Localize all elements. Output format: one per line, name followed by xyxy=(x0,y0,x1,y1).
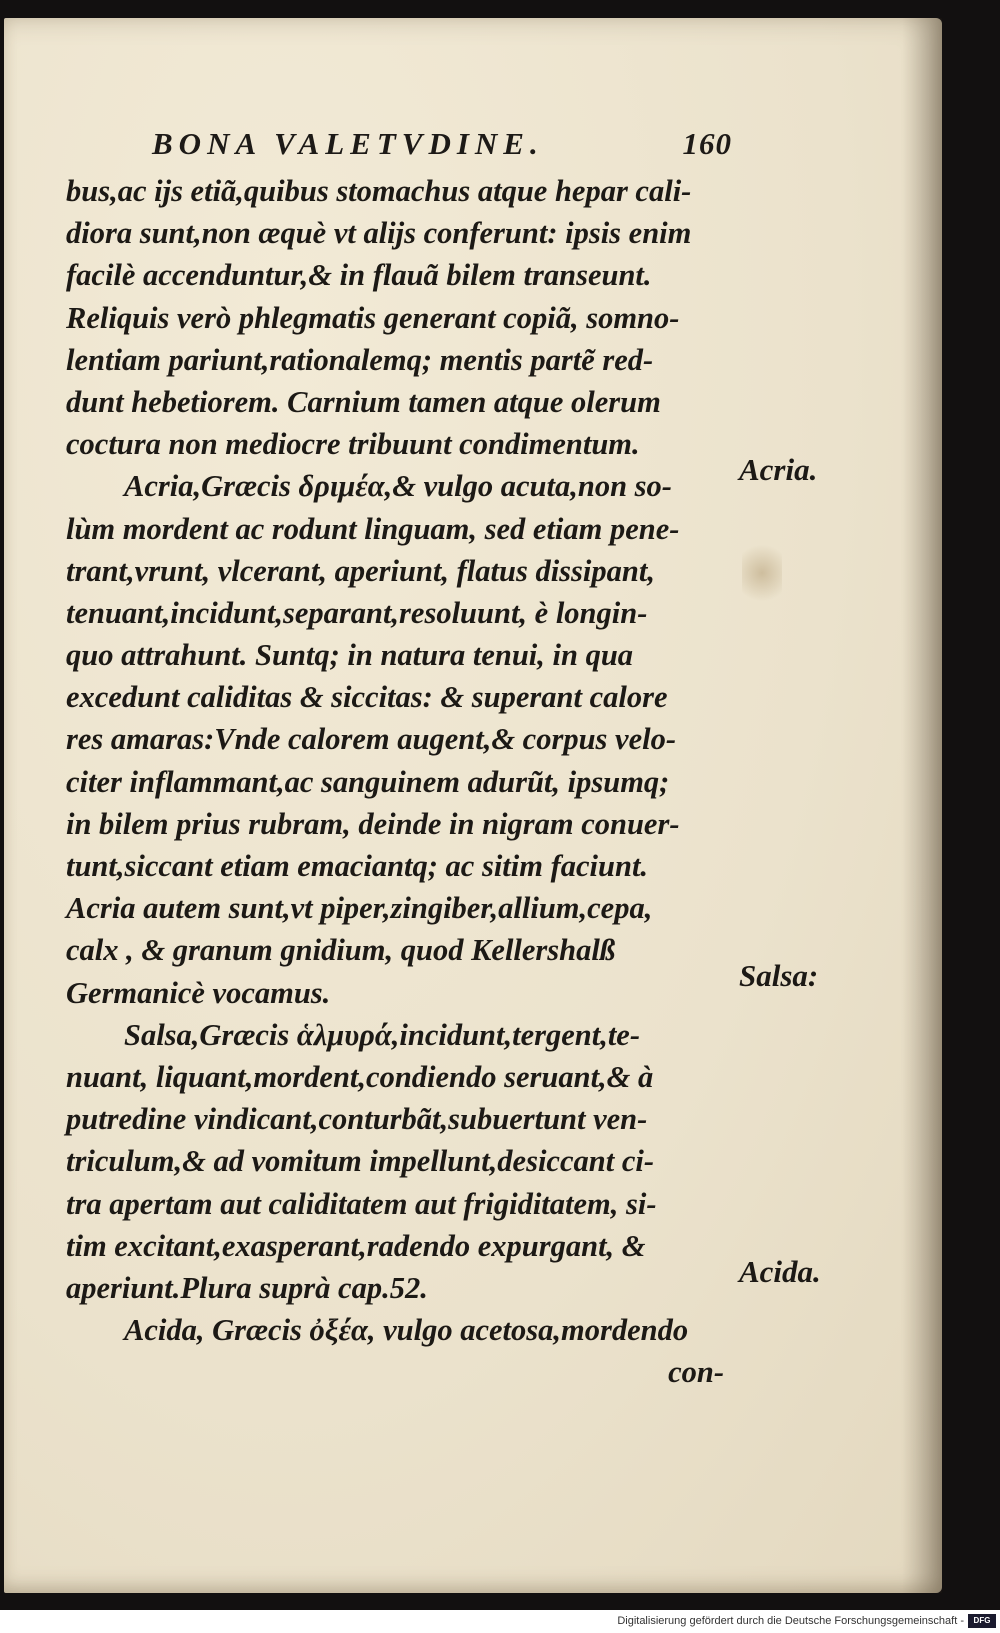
digitization-footer xyxy=(0,1610,1000,1633)
text-line: tunt,siccant etiam emaciantq; ac sitim faciunt. xyxy=(66,849,649,883)
text-line-acria: Acria,Græcis δριμέα,& vulgo acuta,non so- xyxy=(124,469,672,504)
ink-smudge xyxy=(742,538,782,608)
text-line: coctura non mediocre tribuunt condimentum. xyxy=(66,427,640,462)
footer-credit: Digitalisierung gefördert durch die Deutsche Forschungsgemeinschaft - xyxy=(617,1615,964,1627)
text-line: diora sunt,non æquè vt aliјs conferunt: ipsis enim xyxy=(66,216,692,251)
text-line: putredine vindicant,conturbãt,subuertunt ven- xyxy=(66,1102,648,1137)
dfg-logo: DFG xyxy=(968,1614,996,1628)
text-line: lentiam pariunt,rationalemq; mentis partẽ red- xyxy=(66,342,654,377)
text-line-acida: Acida, Græcis ὀξέα, vulgo acetosa,mordendo xyxy=(124,1313,689,1348)
text-line: trant,vrunt, vlcerant, aperiunt, flatus dissipant, xyxy=(66,553,655,588)
text-line: Reliquis verò phlegmatis generant copiã, somno- xyxy=(66,300,680,335)
text-line: tra apertam aut caliditatem aut frigiditatem, si- xyxy=(66,1186,657,1221)
running-title: BONA VALETVDINE. xyxy=(152,126,544,161)
catchword: con- xyxy=(668,1355,724,1390)
margin-note-acida: Acida. xyxy=(739,1254,821,1289)
text-line: bus,ac ijs etiã,quibus stomachus atque hepar cali- xyxy=(66,174,692,208)
page-body-text xyxy=(66,170,734,1393)
text-line: calx , & granum gnidium, quod Kellershalß xyxy=(66,933,616,968)
text-line: res amaras:Vnde calorem augent,& corpus velo- xyxy=(66,722,676,757)
margin-note-salsa: Salsa: xyxy=(739,958,819,993)
page-number: 160 xyxy=(682,126,732,161)
text-line: Germanicè vocamus. xyxy=(66,975,331,1010)
text-line: quo attrahunt. Suntq; in natura tenui, in qua xyxy=(66,638,634,673)
page-header xyxy=(152,126,732,166)
text-line: nuant, liquant,mordent,condiendo seruant,& à xyxy=(66,1059,654,1094)
text-line-salsa: Salsa,Græcis ἁλμυρά,incidunt,tergent,te- xyxy=(124,1017,640,1052)
text-line: dunt hebetiorem. Carnium tamen atque olerum xyxy=(66,384,661,419)
book-page xyxy=(4,18,942,1593)
text-line: excedunt caliditas & siccitas: & superant calore xyxy=(66,680,668,715)
text-line: aperiunt.Plura suprà cap.52. xyxy=(66,1270,428,1305)
text-line: citer inflammant,ac sanguinem adurũt, ipsumq; xyxy=(66,764,670,799)
text-line: lùm mordent ac rodunt linguam, sed etiam pene- xyxy=(66,511,680,546)
text-line: facilè accenduntur,& in flauã bilem transeunt. xyxy=(66,258,652,293)
text-line: in bilem prius rubram, deinde in nigram conuer- xyxy=(66,806,680,841)
margin-note-acria: Acria. xyxy=(739,452,818,487)
text-line: Acria autem sunt,vt piper,zingiber,allium,cepa, xyxy=(66,891,653,926)
text-line: triculum,& ad vomitum impellunt,desiccant ci- xyxy=(66,1144,654,1179)
text-line: tim excitant,exasperant,radendo expurgant, & xyxy=(66,1228,646,1263)
text-line: tenuant,incidunt,separant,resoluunt, è longin- xyxy=(66,595,648,630)
